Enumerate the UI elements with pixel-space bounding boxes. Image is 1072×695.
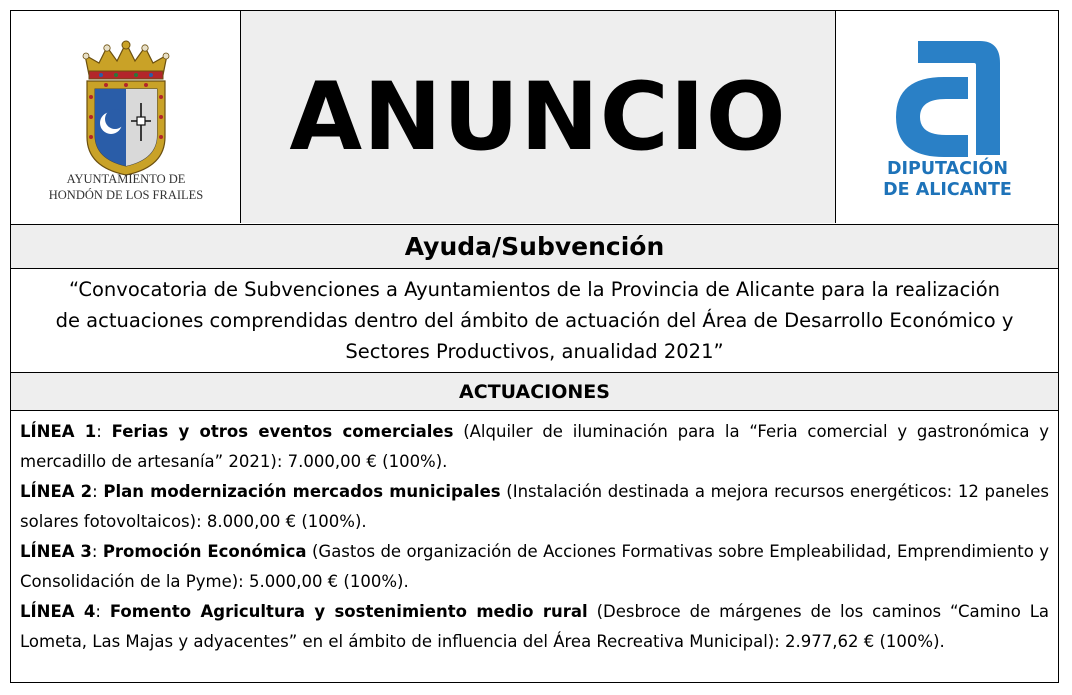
diputacion-a-logo-icon [888,37,1008,159]
linea-description: (Gastos de organización de Acciones Formativas sobre Empleabilidad, Emprendimiento y Consolidación de la Pyme): 5.000,00 € (100%). [20,542,1049,591]
linea-title: Fomento Agricultura y sostenimiento medio rural [109,602,588,621]
ayuntamiento-name [11,171,241,203]
linea-title: Plan modernización mercados municipales [103,482,501,501]
diputacion-line2: DE ALICANTE [883,180,1012,200]
announcement-document [10,10,1059,683]
linea-title: Promoción Económica [102,542,307,561]
linea-description: (Instalación destinada a mejora recursos energéticos: 12 paneles solares fotovoltaicos): 8.000,00 € (100%). [20,482,1050,531]
diputacion-name [836,159,1059,201]
linea-item: LÍNEA 3: Promoción Económica (Gastos de organización de Acciones Formativas sobre Empleabilidad, Emprendimiento y Consolidación de la Pyme): 5.000,00 € (100%). [20,542,1049,591]
page-title: ANUNCIO [289,62,787,172]
linea-label: LÍNEA 3 [20,542,92,561]
coat-of-arms-icon [81,37,171,177]
linea-label: LÍNEA 2 [20,482,93,501]
convocatoria-text: “Convocatoria de Subvenciones a Ayuntamientos de la Provincia de Alicante para la realización de actuaciones comprendidas dentro del ámbito de actuación del Área de Desarrollo Económico y Sectores Productivos, anualidad 2021” [11,269,1058,373]
diputacion-line1: DIPUTACIÓN [886,159,1009,179]
linea-item: LÍNEA 1: Ferias y otros eventos comerciales (Alquiler de iluminación para la “Feria comercial y gastronómica y mercadillo de artesanía” 2021): 7.000,00 € (100%). [20,422,1049,471]
actuaciones-heading: ACTUACIONES [11,373,1058,411]
linea-description: (Desbroce de márgenes de los caminos “Camino La Lometa, Las Majas y adyacentes” en el ámbito de influencia del Área Recreativa Municipal): 2.977,62 € (100%). [20,602,1050,651]
linea-label: LÍNEA 1 [20,422,97,441]
ayuntamiento-line1: AYUNTAMIENTO DE [66,172,186,186]
diputacion-logo-cell [835,11,1058,223]
ayuda-subvencion-heading: Ayuda/Subvención [11,225,1058,269]
linea-label: LÍNEA 4 [20,602,96,621]
header-row [11,11,1058,225]
linea-description: (Alquiler de iluminación para la “Feria comercial y gastronómica y mercadillo de artesanía” 2021): 7.000,00 € (100%). [20,422,1049,471]
linea-title: Ferias y otros eventos comerciales [111,422,454,441]
actuaciones-list [11,411,1058,657]
ayuntamiento-logo-cell [11,11,241,223]
title-cell [241,11,835,223]
ayuntamiento-line2: HONDÓN DE LOS FRAILES [48,188,204,202]
linea-item: LÍNEA 2: Plan modernización mercados municipales (Instalación destinada a mejora recursos energéticos: 12 paneles solares fotovoltaicos): 8.000,00 € (100%). [20,482,1050,531]
linea-item: LÍNEA 4: Fomento Agricultura y sostenimiento medio rural (Desbroce de márgenes de los caminos “Camino La Lometa, Las Majas y adyacentes” en el ámbito de influencia del Área Recreativa Municipal): 2.977,62 € (100%). [20,602,1050,651]
